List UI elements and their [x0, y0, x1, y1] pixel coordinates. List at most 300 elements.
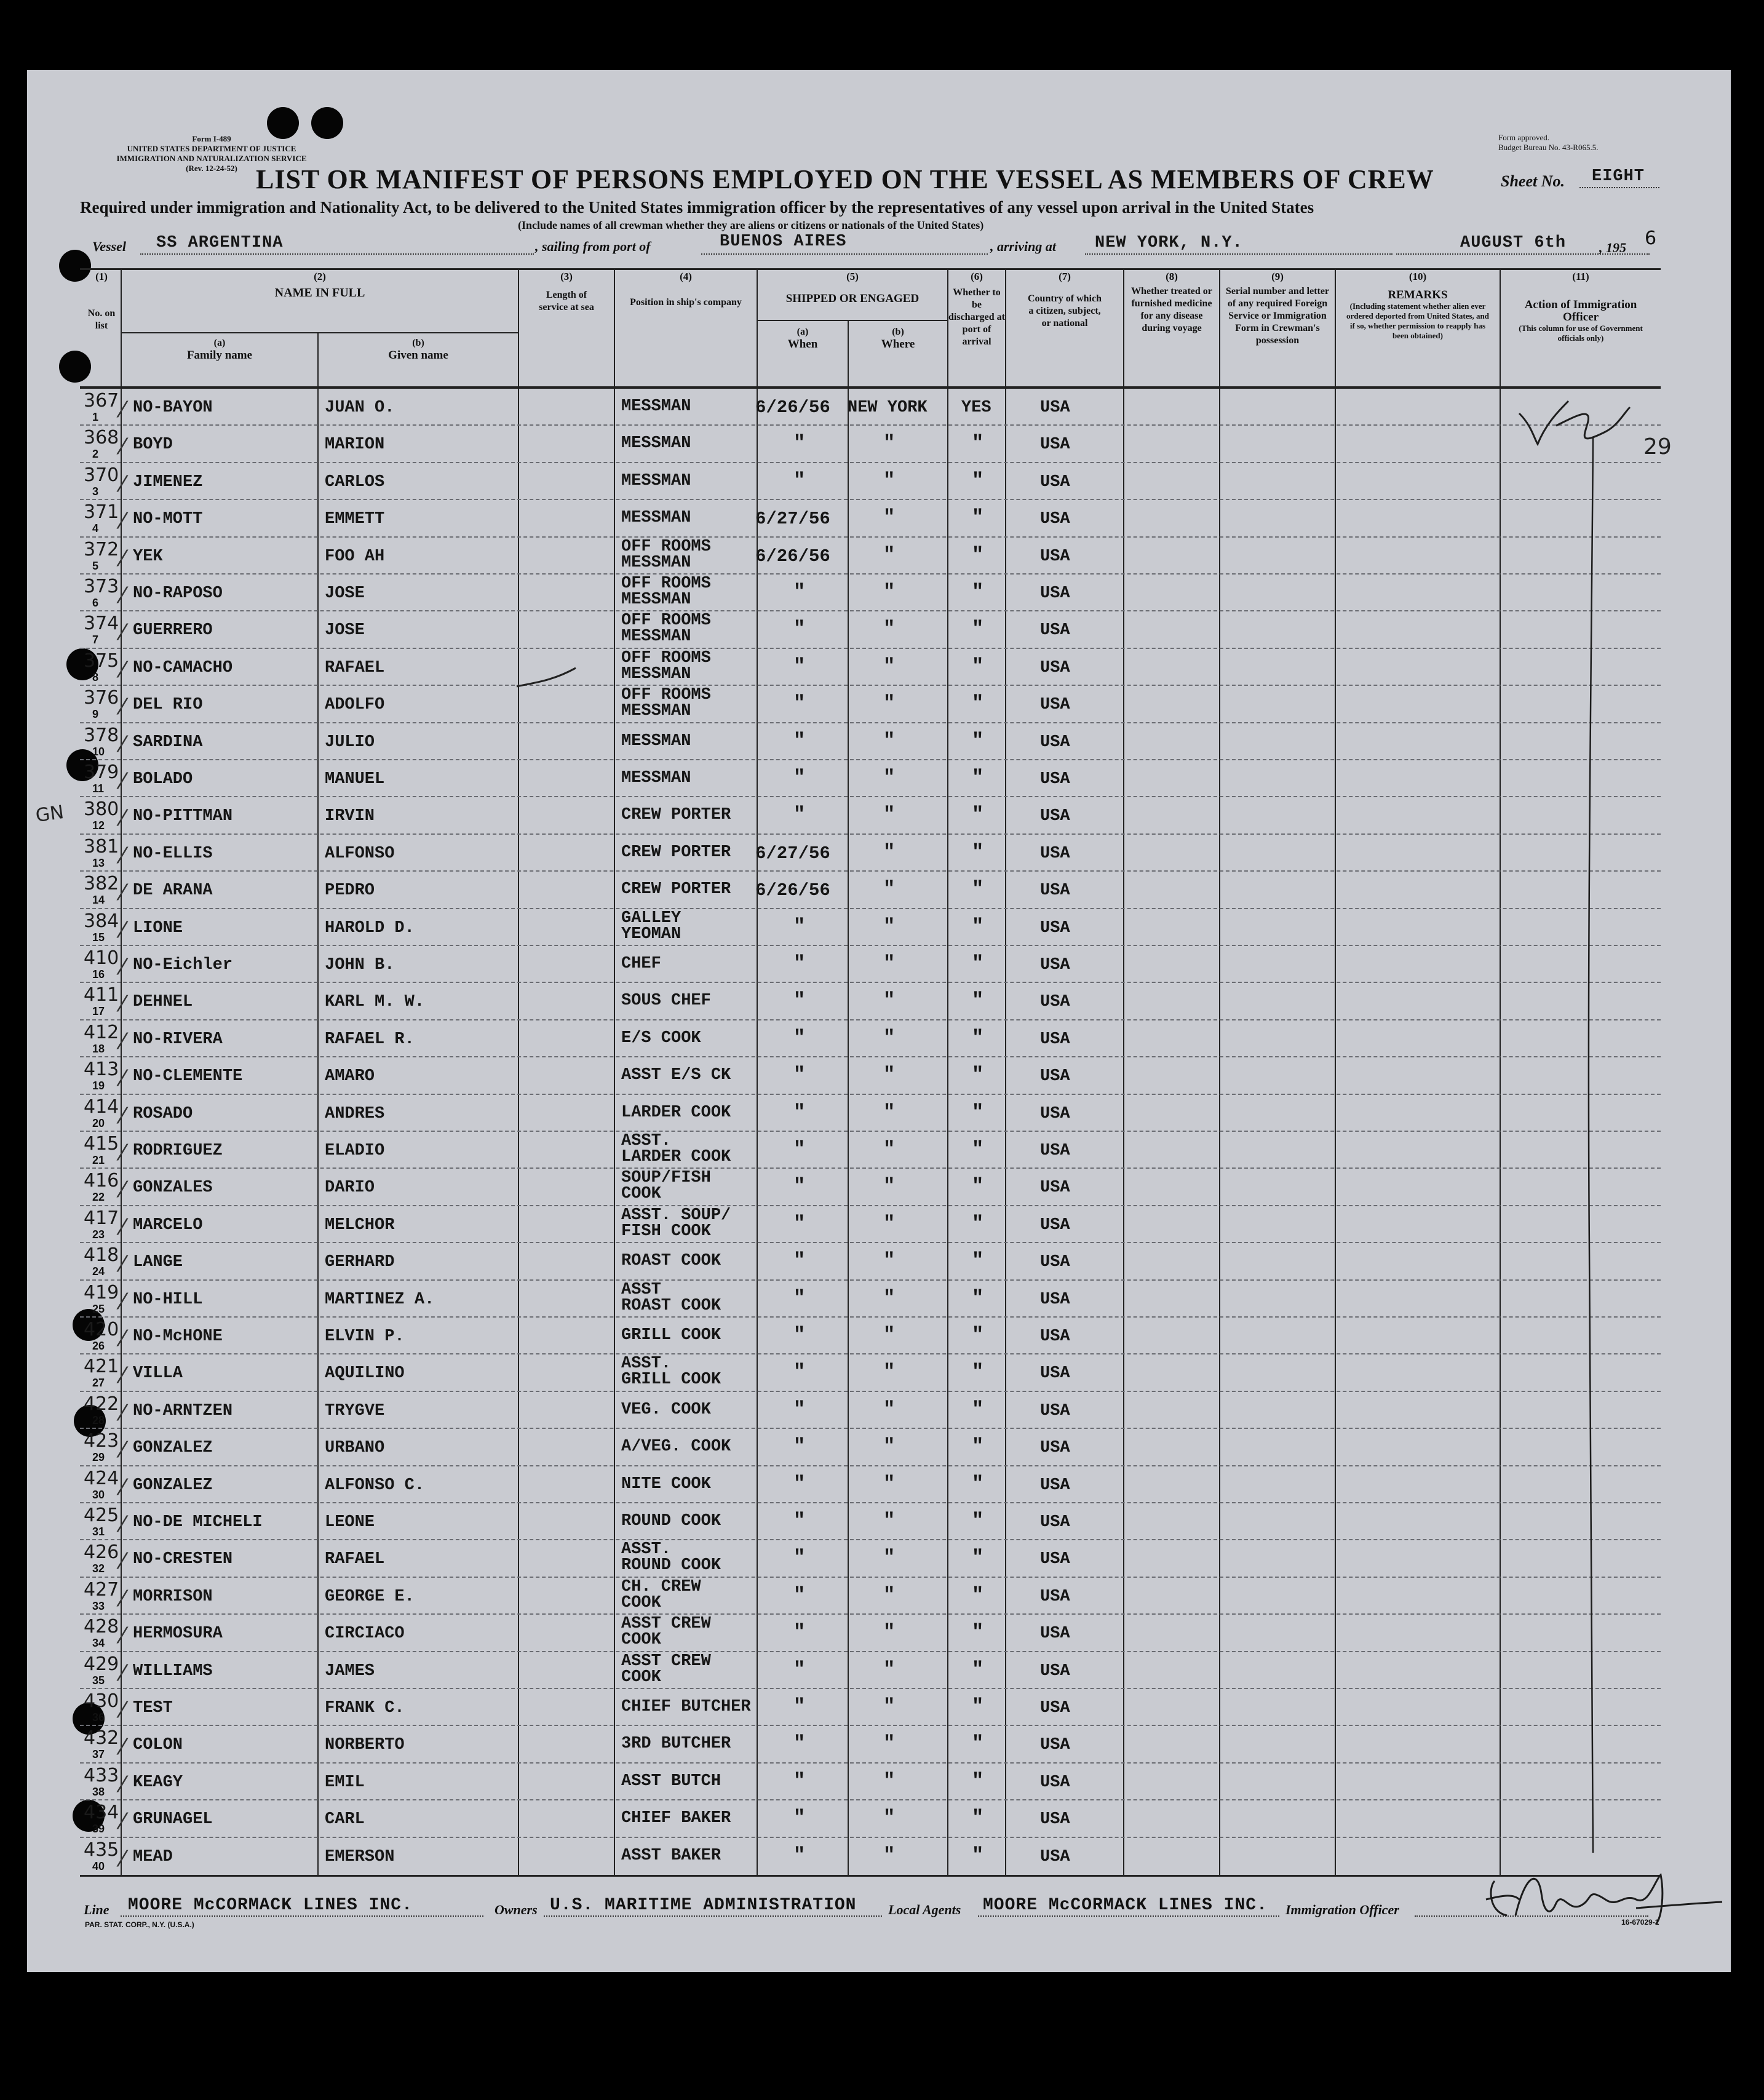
crew-row	[0, 1318, 1764, 1355]
crew-row	[0, 1206, 1764, 1244]
shipped-when: 6/26/56	[755, 880, 830, 901]
ship-position	[621, 733, 691, 749]
citizenship-country: USA	[1040, 696, 1070, 715]
check-mark: ⁄	[121, 397, 125, 423]
discharge-status: "	[972, 803, 984, 827]
list-number: 418	[84, 1244, 119, 1267]
family-name: NO-ARNTZEN	[133, 1401, 233, 1420]
family-name: GRUNAGEL	[133, 1810, 213, 1829]
shipped-when: "	[793, 1064, 806, 1087]
list-number: 368	[84, 427, 119, 449]
ship-position-line: YEOMAN	[621, 925, 681, 944]
ship-position-line: ROUND COOK	[621, 1512, 721, 1530]
ship-position-line: CREW PORTER	[621, 806, 731, 825]
crew-row	[0, 723, 1764, 761]
crew-row	[0, 1169, 1764, 1206]
family-name: NO-CRESTEN	[133, 1550, 233, 1569]
discharge-status: "	[972, 1026, 984, 1049]
shipped-where: "	[883, 506, 896, 530]
shipped-where: "	[883, 581, 896, 603]
line-index: 25	[92, 1302, 105, 1315]
col-5a-label: When	[787, 338, 818, 351]
citizenship-country: USA	[1040, 1142, 1070, 1160]
line-index: 17	[92, 1005, 105, 1018]
shipped-when: "	[793, 654, 806, 678]
family-name: SARDINA	[133, 733, 203, 752]
ship-position	[621, 1773, 721, 1789]
family-name: NO-CLEMENTE	[133, 1067, 243, 1086]
handwritten-count: 29	[1643, 434, 1672, 459]
check-mark: ⁄	[121, 1028, 125, 1054]
crew-row	[0, 872, 1764, 909]
shipped-where: "	[883, 1398, 896, 1421]
list-number: 367	[84, 390, 119, 412]
list-number: 425	[84, 1505, 119, 1526]
crew-row	[0, 1132, 1764, 1169]
discharge-status: "	[972, 1064, 984, 1087]
shipped-subheader-line	[757, 320, 948, 321]
shipped-where: "	[883, 1695, 896, 1718]
list-number: 381	[84, 835, 119, 857]
check-mark: ⁄	[121, 1363, 125, 1389]
shipped-when: 6/26/56	[755, 397, 830, 418]
family-name: HERMOSURA	[133, 1625, 223, 1644]
ship-position-line: OFF ROOMS	[621, 611, 711, 630]
given-name: JOSE	[325, 621, 365, 640]
given-name: KARL M. W.	[325, 993, 425, 1012]
col-2-header	[122, 271, 518, 299]
ship-position-line: NITE COOK	[621, 1474, 711, 1493]
ship-position	[621, 1133, 731, 1165]
family-name: LANGE	[133, 1253, 183, 1272]
given-name: TRYGVE	[325, 1401, 385, 1420]
ship-position	[621, 1513, 721, 1529]
given-name: EMERSON	[325, 1847, 395, 1866]
discharge-status: "	[972, 432, 984, 455]
family-name: NO-DE MICHELI	[133, 1513, 263, 1532]
approval-line: Form approved.	[1498, 133, 1550, 142]
family-name: GONZALEZ	[133, 1476, 213, 1495]
check-mark: ⁄	[121, 955, 125, 980]
check-mark: ⁄	[121, 1252, 125, 1278]
crew-row	[0, 1726, 1764, 1764]
given-name: LEONE	[325, 1513, 375, 1532]
col-7-header	[1006, 271, 1123, 330]
shipped-where: "	[883, 1843, 896, 1867]
check-mark: ⁄	[121, 509, 125, 535]
shipped-when: 6/27/56	[755, 843, 830, 864]
ship-position-line: CHIEF BUTCHER	[621, 1698, 751, 1716]
line-index: 39	[92, 1823, 105, 1836]
shipped-where: "	[883, 1472, 896, 1495]
shipped-where: "	[883, 543, 896, 567]
shipped-when: "	[793, 1509, 806, 1532]
line-index: 23	[92, 1228, 105, 1241]
check-mark: ⁄	[121, 1177, 125, 1203]
shipped-when: "	[793, 952, 806, 975]
list-number: 428	[84, 1616, 119, 1638]
crew-row	[0, 1095, 1764, 1132]
check-mark: ⁄	[121, 1474, 125, 1500]
shipped-when: "	[793, 581, 806, 603]
shipped-where: "	[883, 803, 896, 827]
citizenship-country: USA	[1040, 1625, 1070, 1644]
crew-row	[0, 1392, 1764, 1430]
year-printed: , 195	[1599, 240, 1626, 255]
check-mark: ⁄	[121, 434, 125, 460]
list-number: 421	[84, 1356, 119, 1378]
citizenship-country: USA	[1040, 956, 1070, 974]
crew-row	[0, 1764, 1764, 1801]
col-1-header	[82, 271, 121, 332]
family-name: BOLADO	[133, 770, 193, 789]
given-name: JAMES	[325, 1661, 375, 1680]
family-name: GONZALEZ	[133, 1439, 213, 1458]
department-name: UNITED STATES DEPARTMENT OF JUSTICE	[127, 144, 296, 153]
shipped-when: "	[793, 1212, 806, 1235]
shipped-where: "	[883, 1249, 896, 1273]
col-8-number: (8)	[1166, 271, 1178, 282]
line-index: 19	[92, 1080, 105, 1092]
given-name: MARTINEZ A.	[325, 1290, 435, 1309]
citizenship-country: USA	[1040, 1736, 1070, 1755]
check-mark: ⁄	[121, 657, 125, 683]
col-3-label: Length of service at sea	[539, 290, 594, 312]
discharge-status: "	[972, 581, 984, 603]
given-name: NORBERTO	[325, 1736, 405, 1755]
ship-position-line: ASST	[621, 1280, 661, 1299]
ship-position	[621, 399, 691, 415]
citizenship-country: USA	[1040, 1476, 1070, 1495]
manifest-subtitle: Required under immigration and Nationality Act, to be delivered to the United States immigration officer by the representatives of any vessel upon arrival in the United States	[80, 198, 1314, 217]
line-index: 27	[92, 1377, 105, 1390]
family-name: YEK	[133, 547, 163, 566]
family-name: DE ARANA	[133, 881, 213, 901]
line-index: 40	[92, 1859, 105, 1872]
citizenship-country: USA	[1040, 547, 1070, 566]
ship-position-line: MESSMAN	[621, 627, 691, 646]
ship-position	[621, 1253, 721, 1269]
shipped-where: "	[883, 1583, 896, 1607]
line-index: 7	[92, 634, 99, 646]
ship-position-line: LARDER COOK	[621, 1148, 731, 1166]
crew-row	[0, 797, 1764, 835]
discharge-status: "	[972, 1472, 984, 1495]
given-name: CARLOS	[325, 472, 385, 491]
discharge-status: "	[972, 1583, 984, 1607]
family-name: NO-MOTT	[133, 510, 203, 529]
crew-row	[0, 686, 1764, 723]
col-2a-number: (a)	[213, 338, 226, 348]
family-name: GUERRERO	[133, 621, 213, 640]
check-mark: ⁄	[121, 1140, 125, 1166]
officer-initials-mark	[1513, 389, 1661, 1877]
ship-position	[621, 1282, 721, 1314]
discharge-status: "	[972, 1769, 984, 1792]
col-2a-header	[122, 337, 317, 362]
col-5-label: SHIPPED OR ENGAGED	[785, 292, 920, 305]
given-name: MANUEL	[325, 770, 385, 789]
col-10-header	[1336, 271, 1500, 341]
col-11-header	[1501, 271, 1661, 343]
line-label: Line	[84, 1902, 109, 1917]
shipped-where: "	[883, 766, 896, 789]
list-number: 374	[84, 613, 119, 635]
shipped-where: "	[883, 1621, 896, 1644]
arriving-underline	[1085, 253, 1393, 255]
citizenship-country: USA	[1040, 658, 1070, 677]
shipped-when: "	[793, 1435, 806, 1458]
list-number: 423	[84, 1430, 119, 1452]
discharge-status: "	[972, 1658, 984, 1681]
budget-approval	[1498, 133, 1598, 153]
shipped-when: "	[793, 1732, 806, 1756]
list-number: 384	[84, 910, 119, 932]
line-index: 32	[92, 1562, 105, 1575]
crew-row	[0, 389, 1764, 426]
ship-position-line: 3RD BUTCHER	[621, 1735, 731, 1754]
shipped-when: "	[793, 766, 806, 789]
ship-position-line: COOK	[621, 1631, 661, 1650]
shipped-where: "	[883, 654, 896, 678]
given-name: HAROLD D.	[325, 918, 415, 937]
citizenship-country: USA	[1040, 733, 1070, 752]
shipped-where: "	[883, 1026, 896, 1049]
given-name: JULIO	[325, 733, 375, 752]
col-5a-header	[758, 326, 848, 351]
ship-position-line: GRILL COOK	[621, 1326, 721, 1345]
ship-position-line: ASST.	[621, 1132, 672, 1150]
vessel-label: Vessel	[92, 239, 126, 254]
crew-row	[0, 983, 1764, 1020]
line-index: 33	[92, 1599, 105, 1612]
given-name: PEDRO	[325, 881, 375, 901]
ship-position	[621, 1541, 721, 1573]
given-name: EMMETT	[325, 510, 385, 529]
shipped-when: "	[793, 1807, 806, 1830]
check-mark: ⁄	[121, 1066, 125, 1092]
family-name: NO-RAPOSO	[133, 584, 223, 603]
check-mark: ⁄	[121, 1846, 125, 1872]
ship-position	[621, 910, 681, 942]
budget-bureau-number: Budget Bureau No. 43-R065.5.	[1498, 143, 1599, 152]
line-index: 35	[92, 1674, 105, 1687]
list-number: 429	[84, 1653, 119, 1675]
crew-row	[0, 575, 1764, 612]
line-name: MOORE McCORMACK LINES INC.	[128, 1896, 413, 1915]
shipped-where: "	[883, 1435, 896, 1458]
discharge-status: "	[972, 878, 984, 901]
ship-position	[621, 1736, 731, 1752]
given-name: CIRCIACO	[325, 1625, 405, 1644]
shipped-where: "	[883, 1064, 896, 1087]
check-mark: ⁄	[121, 1623, 125, 1649]
sailing-label: , sailing from port of	[535, 239, 651, 254]
given-name: ADOLFO	[325, 696, 385, 715]
citizenship-country: USA	[1040, 1364, 1070, 1383]
check-mark: ⁄	[121, 731, 125, 757]
ship-position-line: VEG. COOK	[621, 1400, 711, 1419]
shipped-when: "	[793, 1769, 806, 1792]
discharge-status: "	[972, 654, 984, 678]
given-name: DARIO	[325, 1179, 375, 1198]
shipped-when: 6/27/56	[755, 509, 830, 530]
name-subheader-line	[121, 332, 519, 333]
given-name: AMARO	[325, 1067, 375, 1086]
discharge-status: "	[972, 840, 984, 864]
ship-position	[621, 1356, 721, 1388]
list-number: 426	[84, 1541, 119, 1564]
col-2-label: NAME IN FULL	[274, 286, 365, 300]
col-5b-label: Where	[881, 338, 915, 351]
given-name: AQUILINO	[325, 1364, 405, 1383]
line-index: 6	[92, 597, 99, 609]
line-index: 31	[92, 1525, 105, 1538]
line-index: 26	[92, 1340, 105, 1352]
ship-position-line: OFF ROOMS	[621, 575, 711, 593]
discharge-status: "	[972, 692, 984, 715]
ship-position-line: CHIEF BAKER	[621, 1809, 731, 1828]
given-name: RAFAEL R.	[325, 1030, 415, 1049]
given-name: ANDRES	[325, 1104, 385, 1123]
citizenship-country: USA	[1040, 1661, 1070, 1680]
form-number: Form I-489	[192, 134, 231, 143]
ship-position	[621, 1170, 711, 1202]
col-1-number: (1)	[95, 271, 108, 282]
ship-position	[621, 1616, 711, 1648]
list-number: 382	[84, 873, 119, 895]
family-name: NO-PITTMAN	[133, 807, 233, 826]
shipped-where: "	[883, 1546, 896, 1570]
discharge-status: "	[972, 1732, 984, 1756]
col-5b-header	[849, 326, 947, 351]
shipped-when: "	[793, 1286, 806, 1310]
list-number: 435	[84, 1839, 119, 1861]
print-code: 16-67029-1	[1621, 1918, 1659, 1927]
list-number: 433	[84, 1764, 119, 1786]
shipped-when: "	[793, 1138, 806, 1161]
ship-position-line: GALLEY	[621, 909, 681, 928]
given-name: FOO AH	[325, 547, 385, 566]
line-index: 4	[92, 522, 99, 535]
ship-position	[621, 1030, 701, 1046]
family-name: VILLA	[133, 1364, 183, 1383]
check-mark: ⁄	[121, 1289, 125, 1314]
ship-position	[621, 1699, 751, 1715]
line-index: 36	[92, 1711, 105, 1724]
line-index: 28	[92, 1414, 105, 1426]
shipped-where: "	[883, 1175, 896, 1198]
ship-position-line: MESSMAN	[621, 397, 691, 416]
line-index: 8	[92, 670, 99, 683]
length-column-check	[514, 664, 582, 689]
given-name: MARION	[325, 436, 385, 455]
citizenship-country: USA	[1040, 1401, 1070, 1420]
col-6-label: Whether to be discharged at port of arrival	[948, 287, 1005, 347]
list-number: 427	[84, 1578, 119, 1601]
list-number: 419	[84, 1281, 119, 1303]
ship-position-line: OFF ROOMS	[621, 686, 711, 705]
shipped-where: "	[883, 1286, 896, 1310]
ship-position	[621, 1810, 731, 1826]
ship-position-line: MESSMAN	[621, 731, 691, 750]
shipped-where: "	[883, 1324, 896, 1346]
shipped-where: "	[883, 432, 896, 455]
col-3-number: (3)	[560, 271, 573, 282]
discharge-status: "	[972, 543, 984, 567]
ship-position-line: SOUP/FISH	[621, 1169, 711, 1188]
line-index: 2	[92, 448, 99, 461]
family-name: NO-McHONE	[133, 1327, 223, 1346]
ship-position-line: FISH COOK	[621, 1222, 711, 1241]
line-underline	[121, 1915, 483, 1917]
shipped-where: "	[883, 469, 896, 492]
family-name: DEL RIO	[133, 696, 203, 715]
crew-row	[0, 1243, 1764, 1281]
family-name: WILLIAMS	[133, 1661, 213, 1680]
vessel-name: SS ARGENTINA	[156, 234, 284, 252]
shipped-where: "	[883, 840, 896, 864]
given-name: GEORGE E.	[325, 1587, 415, 1606]
crew-row	[0, 1540, 1764, 1578]
crew-row	[0, 946, 1764, 984]
col-2a-label: Family name	[186, 349, 253, 362]
crew-row	[0, 1615, 1764, 1652]
line-index: 13	[92, 856, 105, 869]
ship-position	[621, 1327, 721, 1343]
include-note: (Include names of all crewman whether they are aliens or citizens or nationals of the United States)	[518, 219, 984, 231]
citizenship-country: USA	[1040, 1104, 1070, 1123]
crew-row	[0, 1689, 1764, 1727]
crew-row	[0, 426, 1764, 463]
check-mark: ⁄	[121, 1438, 125, 1463]
line-index: 37	[92, 1748, 105, 1761]
family-name: ROSADO	[133, 1104, 193, 1123]
list-number: 417	[84, 1207, 119, 1229]
vessel-underline	[140, 253, 534, 255]
check-mark: ⁄	[121, 1735, 125, 1760]
ship-position-line: ASST BAKER	[621, 1846, 721, 1865]
line-index: 1	[92, 411, 99, 423]
col-2b-label: Given name	[388, 349, 448, 362]
family-name: MEAD	[133, 1847, 173, 1866]
discharge-status: "	[972, 1286, 984, 1310]
list-number: 434	[84, 1802, 119, 1824]
col-10-number: (10)	[1408, 271, 1427, 282]
citizenship-country: USA	[1040, 1773, 1070, 1792]
check-mark: ⁄	[121, 620, 125, 646]
discharge-status: "	[972, 1249, 984, 1273]
agents-name: MOORE McCORMACK LINES INC.	[983, 1896, 1268, 1915]
citizenship-country: USA	[1040, 1179, 1070, 1198]
list-number: 376	[84, 687, 119, 709]
discharge-status: "	[972, 1138, 984, 1161]
check-mark: ⁄	[121, 1103, 125, 1129]
discharge-status: "	[972, 506, 984, 530]
citizenship-country: USA	[1040, 1067, 1070, 1086]
check-mark: ⁄	[121, 1326, 125, 1351]
shipped-when: "	[793, 1658, 806, 1681]
check-mark: ⁄	[121, 992, 125, 1017]
discharge-status: "	[972, 1175, 984, 1198]
discharge-status: "	[972, 915, 984, 938]
line-index: 22	[92, 1191, 105, 1204]
list-number: 415	[84, 1133, 119, 1155]
check-mark: ⁄	[121, 694, 125, 720]
ship-position	[621, 1579, 701, 1611]
citizenship-country: USA	[1040, 1847, 1070, 1866]
family-name: LIONE	[133, 918, 183, 937]
